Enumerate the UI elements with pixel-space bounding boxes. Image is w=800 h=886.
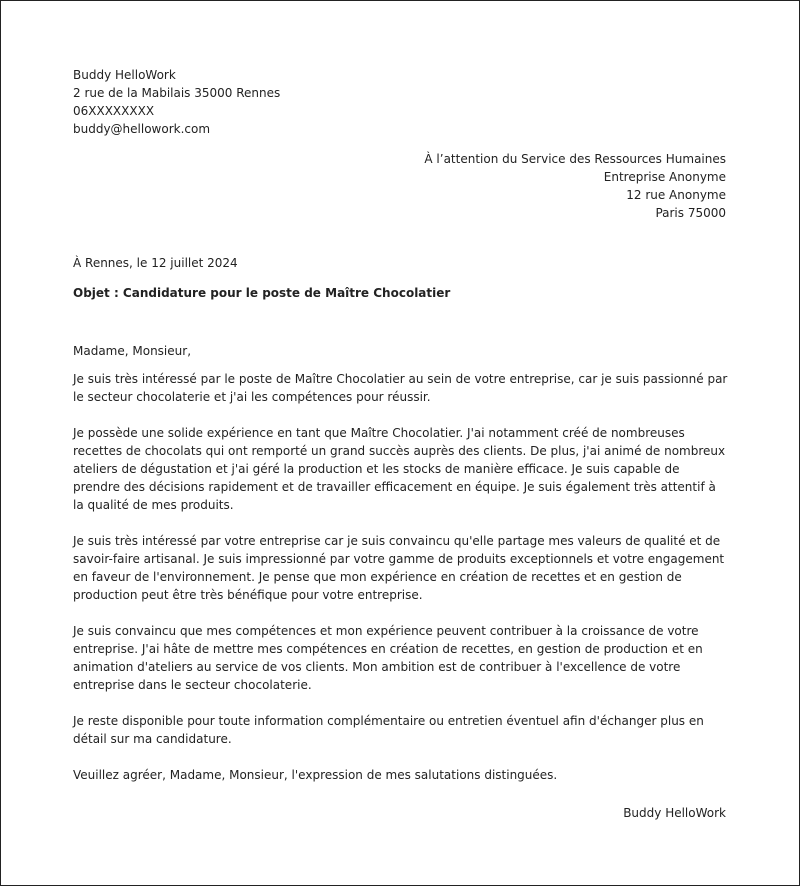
letter-body [73,342,729,802]
recipient-street: 12 rue Anonyme [626,188,726,202]
body-paragraph: Je suis très intéressé par votre entreprise car je suis convaincu qu'elle partage mes valeurs de qualité et de savoir-faire artisanal. Je suis impressionné par votre gamme de produits exceptionnels et votre engagement en faveur de l'environnement. Je pense que mon expérience en création de recettes et en gestion de production peut être très bénéfique pour votre entreprise. [73,534,725,602]
recipient-block [424,150,726,222]
subject-line: Objet : Candidature pour le poste de Maître Chocolatier [73,286,451,300]
recipient-company: Entreprise Anonyme [603,170,726,184]
recipient-attention: À l’attention du Service des Ressources Humaines [424,152,726,166]
sender-phone: 06XXXXXXXX [73,104,155,118]
body-paragraph: Je reste disponible pour toute information complémentaire ou entretien éventuel afin d'échanger plus en détail sur ma candidature. [73,714,704,746]
closing-formula: Veuillez agréer, Madame, Monsieur, l'expression de mes salutations distinguées. [73,768,558,782]
body-paragraph: Je possède une solide expérience en tant que Maître Chocolatier. J'ai notamment créé de nombreuses recettes de chocolats qui ont remporté un grand succès auprès des clients. De plus, j'ai animé de nombreux ateliers de dégustation et j'ai géré la production et les stocks de manière efficace. Je suis capable de prendre des décisions rapidement et de travailler efficacement en équipe. Je suis également très attentif à la qualité de mes produits. [73,426,726,512]
sender-name: Buddy HelloWork [73,68,176,82]
signature: Buddy HelloWork [623,806,726,820]
salutation: Madame, Monsieur, [73,344,192,358]
recipient-city: Paris 75000 [655,206,726,220]
body-paragraph: Je suis convaincu que mes compétences et mon expérience peuvent contribuer à la croissance de votre entreprise. J'ai hâte de mettre mes compétences en création de recettes, en gestion de production et en animation d'ateliers au service de vos clients. Mon ambition est de contribuer à l'excellence de votre entreprise dans le secteur chocolaterie. [73,624,703,692]
body-paragraph: Je suis très intéressé par le poste de Maître Chocolatier au sein de votre entreprise, car je suis passionné par le secteur chocolaterie et j'ai les compétences pour réussir. [73,372,728,404]
date-line: À Rennes, le 12 juillet 2024 [73,256,238,270]
sender-email: buddy@hellowork.com [73,122,211,136]
sender-address: 2 rue de la Mabilais 35000 Rennes [73,86,281,100]
sender-block [73,66,280,138]
